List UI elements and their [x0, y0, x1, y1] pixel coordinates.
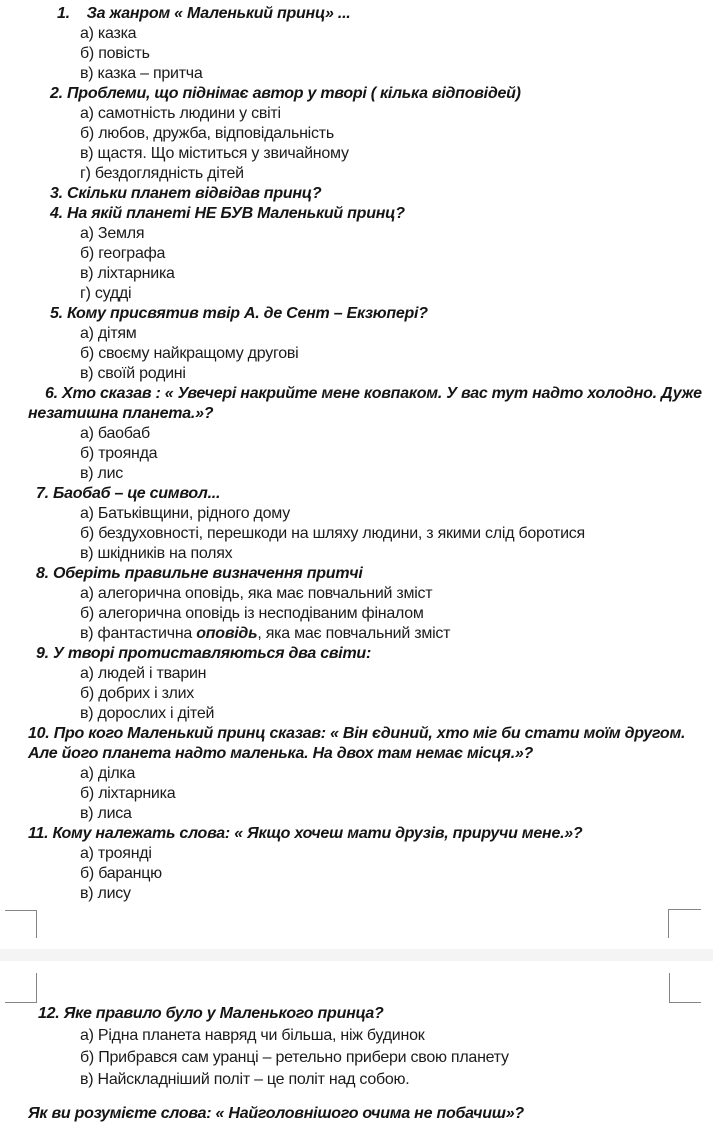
answer-option: г) бездоглядність дітей	[80, 165, 244, 182]
answer-option: в) лиса	[80, 805, 132, 822]
question-header-line: 6. Хто сказав : « Увечері накрийте мене ковпаком. У вас тут надто холодно. Дуже	[45, 385, 702, 402]
question-header-line: 7. Баобаб – це символ...	[36, 485, 221, 502]
answer-option: в) шкідників на полях	[80, 545, 233, 562]
answer-option: б) баранцю	[80, 865, 162, 882]
answer-option-emphasis: оповідь	[196, 625, 258, 642]
answer-option: б) добрих і злих	[80, 685, 195, 702]
answer-option: а) дітям	[80, 325, 137, 342]
answer-option: в) лису	[80, 885, 131, 902]
crop-mark-page1-bottom-left	[5, 910, 37, 938]
answer-option: г) судді	[80, 285, 132, 302]
quiz-page-2	[0, 1003, 713, 1125]
question-header-line: Як ви розумієте слова: « Найголовнішого очима не побачиш»?	[28, 1105, 524, 1122]
answer-option: б) любов, дружба, відповідальність	[80, 125, 334, 142]
answer-option: в) казка – притча	[80, 65, 203, 82]
answer-option: б) географа	[80, 245, 166, 262]
page-divider-band	[0, 949, 713, 961]
answer-option: а) баобаб	[80, 425, 150, 442]
answer-option: б) троянда	[80, 445, 158, 462]
answer-option: а) Батьківщини, рідного дому	[80, 505, 290, 522]
question-header-line: 3. Скільки планет відвідав принц?	[50, 185, 322, 202]
answer-option: в) щастя. Що міститься у звичайному	[80, 145, 349, 162]
quiz-page-1	[0, 4, 713, 904]
answer-option: б) Прибрався сам уранці – ретельно прибери свою планету	[80, 1049, 509, 1066]
question-header-line: 4. На якій планеті НЕ БУВ Маленький принц?	[50, 205, 405, 222]
answer-option: в) дорослих і дітей	[80, 705, 215, 722]
answer-option: а) самотність людини у світі	[80, 105, 281, 122]
answer-option: б) повість	[80, 45, 150, 62]
answer-option: в) Найскладніший політ – це політ над собою.	[80, 1071, 410, 1088]
blank-line	[0, 1091, 713, 1103]
answer-option-text: , яка має повчальний зміст	[257, 625, 451, 642]
answer-option: б) своєму найкращому другові	[80, 345, 299, 362]
question-header-line: 11. Кому належать слова: « Якщо хочеш мати друзів, приручи мене.»?	[28, 825, 583, 842]
answer-option: б) бездуховності, перешкоди на шляху людини, з якими слід боротися	[80, 525, 585, 542]
answer-option: а) людей і тварин	[80, 665, 207, 682]
answer-option: а) ділка	[80, 765, 136, 782]
crop-mark-page2-top-right	[669, 973, 701, 1003]
answer-option: в) ліхтарника	[80, 265, 175, 282]
question-header-line: 2. Проблеми, що піднімає автор у творі ( кілька відповідей)	[50, 85, 521, 102]
question-header-line: 9. У творі протиставляються два світи:	[36, 645, 372, 662]
question-header-line: 5. Кому присвятив твір А. де Сент – Екзюпері?	[50, 305, 428, 322]
answer-option: в) своїй родині	[80, 365, 186, 382]
crop-mark-page1-bottom-right	[668, 909, 701, 938]
answer-option: б) ліхтарника	[80, 785, 176, 802]
crop-mark-page2-top-left	[5, 973, 37, 1003]
question-header-line: Але його планета надто маленька. На двох там немає місця.»?	[28, 745, 534, 762]
question-header-line: 1. За жанром « Маленький принц» ...	[57, 5, 351, 22]
question-header-line: 12. Яке правило було у Маленького принца?	[38, 1005, 384, 1022]
answer-option	[0, 624, 713, 644]
answer-option-text: в) фантастична	[80, 625, 197, 642]
answer-option: а) казка	[80, 25, 137, 42]
answer-option: а) троянді	[80, 845, 152, 862]
answer-option: а) Земля	[80, 225, 145, 242]
answer-option: б) алегорична оповідь із несподіваним фіналом	[80, 605, 424, 622]
answer-option: а) алегорична оповідь, яка має повчальний зміст	[80, 585, 433, 602]
question-header-line: 8. Оберіть правильне визначення притчі	[36, 565, 363, 582]
answer-option: в) лис	[80, 465, 124, 482]
answer-option: а) Рідна планета навряд чи більша, ніж будинок	[80, 1027, 425, 1044]
question-header-line: 10. Про кого Маленький принц сказав: « Він єдиний, хто міг би стати моїм другом.	[28, 725, 686, 742]
question-header-line: незатишна планета.»?	[28, 405, 214, 422]
